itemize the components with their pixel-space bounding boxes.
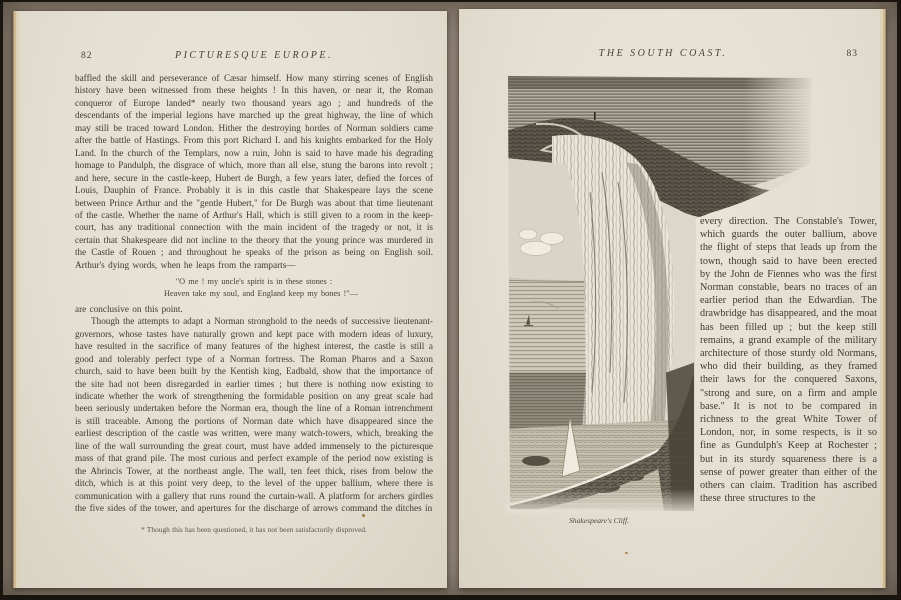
page-left xyxy=(13,11,447,588)
body-text-right xyxy=(700,215,877,505)
page-stack-edge xyxy=(13,11,19,588)
foxing-speck xyxy=(362,514,365,517)
foxing-speck xyxy=(625,552,628,554)
page-number-right: 83 xyxy=(846,49,858,59)
illustration-caption: Shakespeare's Cliff. xyxy=(569,516,629,525)
verse-line: Heaven take my soul, and England keep my bones !"— xyxy=(164,288,358,298)
paragraph-continuation: baffled the skill and perseverance of Cæsar himself. How many stirring scenes of English history have been witnessed from these heights ! In this haven, or near it, the Roman conqueror of Europe landed* nearly two thousand years ago ; and hundreds of the descendants of the imperial legions have marched up the great highway, the line of which may still be traced toward London. Hither the destroying hordes of Norman soldiers came after the battle of Hastings. From this port Richard I. and his knights embarked for the Holy Land. In the church of the Templars, now a ruin, John is said to have made his degrading homage to Pandulph, the disgrace of which, more than all else, stung the barons into revolt ; and here, secure in the castle-keep, Hubert de Burgh, a few years later, defied the forces of Louis, Dauphin of France. Probably it is in this castle that Shakespeare lays the scene between Prince Arthur and the "gentle Hubert," for De Burgh was about that time lieutenant of the castle. Whether the name of Arthur's Hall, which is still given to a room in the keep-court, has any traditional connection with the main incident of the tragedy or not, it is certain that Shakespeare did not incline to the theory that the young prince was murdered in the Castle of Rouen ; and throughout he speaks of the prison as being on English soil. Arthur's dying words, when he leaps from the ramparts— xyxy=(75,73,433,270)
paragraph-norman-stronghold: Though the attempts to adapt a Norman stronghold to the needs of successive lieutenant-governors, whose tastes have naturally grown and kept pace with modern ideas of luxury, have resulted in the sacrifice of many features of the highest interest, the castle is still a good and tolerably perfect type of a Norman fortress. The Roman Pharos and a Saxon church, said to have been built by the Kentish king, Eadbald, show that the importance of the site had not been disregarded in earlier times ; but there is nothing now existing to indicate whether the work of strengthening the formidable position on any great scale had been seriously undertaken before the Norman era, though the line of a Roman intrenchment is still traceable. Among the portions of Norman date which have disappeared since the earliest description of the castle was written, were many watch-towers, which, breaking the line of the wall surrounding the great court, must have added immensely to the picturesque mass of that grand pile. The most curious and perfect example of the period now existing is the Abrincis Tower, at the northeast angle. The wall, ten feet thick, rises from below the ditch, which is at this point very deep, to the level of the upper ballium, where there is communication with a gallery that runs round the curtain-wall. A platform for archers girdles the five sides of the tower, and apertures for the discharge of arrows command the ditches in xyxy=(75,316,433,514)
page-right xyxy=(459,9,886,588)
running-head-left: PICTURESQUE EUROPE. xyxy=(174,50,334,61)
body-text-left xyxy=(75,72,433,536)
running-head-right: THE SOUTH COAST. xyxy=(598,48,728,59)
page-stack-edge xyxy=(880,9,886,588)
paragraph-constables-tower: every direction. The Constable's Tower, which guards the outer ballium, above the flight of steps that leads up from the town, though said to have been erected by the John de Fiennes who was the first Norman constable, bears no traces of an earlier period than the Edwardian. The drawbridge has disappeared, and the moat has been filled up ; but the keep still remains, a grand example of the military architecture of those sturdy old Normans, who did their building, as they framed their laws for the conquered Saxons, "strong and sure, on a firm and ample base." It is not to be compared in richness to the great White Tower of London, nor, in some respects, is it so fine as Gundulph's Keep at Rochester ; but in its sturdy squareness there is a sense of power greater than either of the others can claim. Tradition has ascribed these three structures to the xyxy=(700,216,877,505)
page-number-left: 82 xyxy=(81,51,93,61)
footnote: * Though this has been questioned, it has not been satisfactorily disproved. xyxy=(141,524,367,534)
paragraph-after-verse: are conclusive on this point. xyxy=(75,303,183,314)
verse-line: "O me ! my uncle's spirit is in these stones : xyxy=(175,277,333,287)
verse-quotation xyxy=(75,276,433,299)
